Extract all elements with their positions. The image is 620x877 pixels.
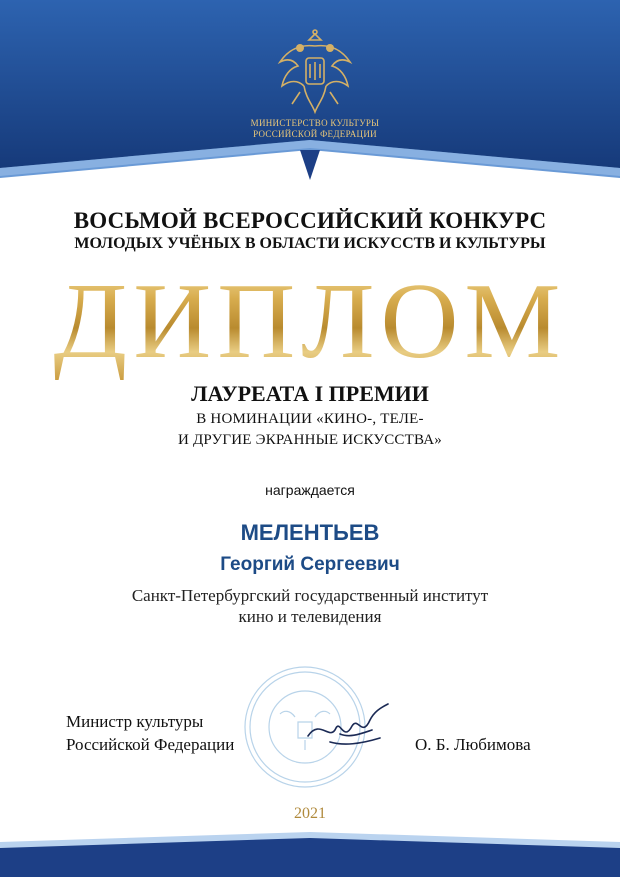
institution-line2: кино и телевидения xyxy=(238,607,382,626)
ministry-name-line2: РОССИЙСКОЙ ФЕДЕРАЦИИ xyxy=(253,129,377,139)
nomination-line1: В НОМИНАЦИИ «КИНО-, ТЕЛЕ- xyxy=(196,411,424,427)
awarded-label: награждается xyxy=(265,482,355,498)
laureate-heading: ЛАУРЕАТА I ПРЕМИИ xyxy=(191,381,429,406)
signatory-title-line2: Российской Федерации xyxy=(66,735,235,754)
recipient-surname: МЕЛЕНТЬЕВ xyxy=(240,520,380,545)
double-headed-eagle-icon xyxy=(270,28,360,118)
contest-title-line1: ВОСЬМОЙ ВСЕРОССИЙСКИЙ КОНКУРС xyxy=(73,208,547,233)
bottom-banner xyxy=(0,830,620,877)
signatory-name: О. Б. Любимова xyxy=(415,735,531,754)
ministry-name-line1: МИНИСТЕРСТВО КУЛЬТУРЫ xyxy=(250,118,380,128)
nomination-line2: И ДРУГИЕ ЭКРАННЫЕ ИСКУССТВА» xyxy=(178,432,442,448)
diploma-title: ДИПЛОМ xyxy=(0,262,620,382)
issue-year: 2021 xyxy=(294,805,326,822)
contest-title-line2: МОЛОДЫХ УЧЁНЫХ В ОБЛАСТИ ИСКУССТВ И КУЛЬТУРЫ xyxy=(74,235,546,252)
signatory-title-line1: Министр культуры xyxy=(66,712,204,731)
signature xyxy=(300,698,400,758)
institution-line1: Санкт-Петербургский государственный институт xyxy=(131,586,489,605)
recipient-given-name: Георгий Сергеевич xyxy=(220,554,400,575)
